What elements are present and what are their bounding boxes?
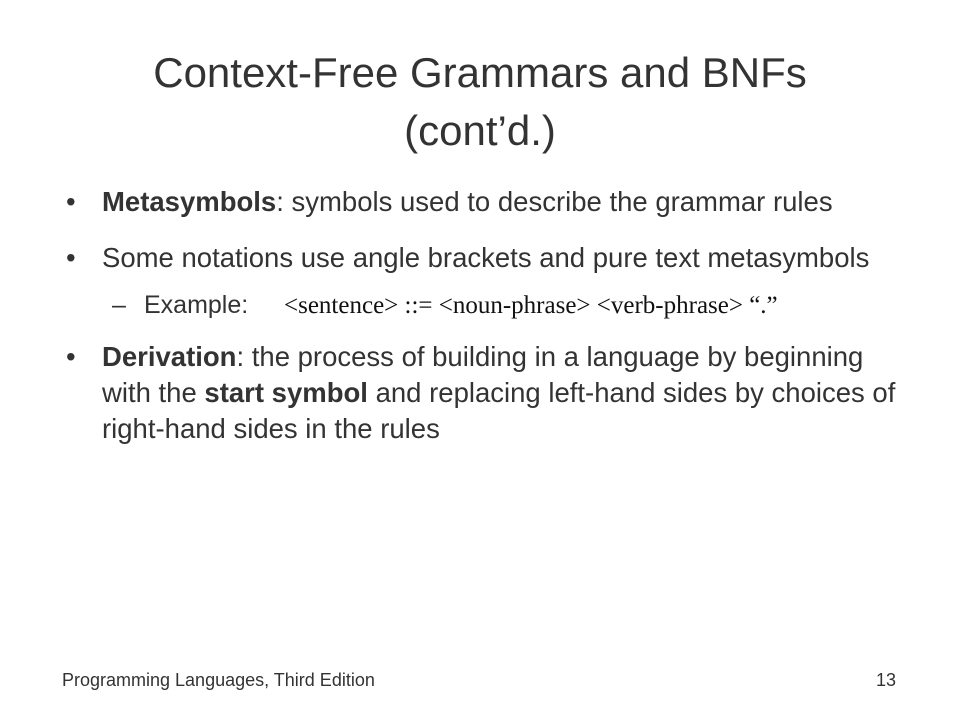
title-line-1: Context-Free Grammars and BNFs — [153, 49, 807, 96]
bullet-metasymbols — [62, 184, 902, 220]
bullet-list — [62, 184, 902, 467]
footer-page-number: 13 — [875, 670, 896, 690]
term-derivation: Derivation — [102, 341, 237, 372]
notations-text: Some notations use angle brackets and pure text metasymbols — [102, 242, 870, 273]
derivation-text-2: and replacing left-hand sides by choices of right-hand sides in the rules — [102, 377, 896, 444]
metasymbols-definition: : symbols used to describe the grammar rules — [276, 186, 833, 217]
bullet-marker: • — [66, 341, 76, 372]
bullet-notations — [62, 240, 902, 276]
derivation-text-1: : the process of building in a language by beginning with the — [102, 341, 864, 408]
bullet-marker: • — [66, 186, 76, 217]
sub-bullet-example — [62, 288, 902, 323]
bullet-derivation — [62, 339, 902, 447]
sub-bullet-marker: – — [112, 291, 126, 319]
title-line-2: (cont’d.) — [404, 107, 556, 154]
term-start-symbol: start symbol — [204, 377, 368, 408]
bnf-example-rule: <sentence> ::= <noun-phrase> <verb-phrase> “.” — [284, 292, 778, 319]
bullet-marker: • — [66, 242, 76, 273]
slide-title — [60, 44, 900, 160]
example-label: Example: — [144, 291, 249, 319]
footer-book-title: Programming Languages, Third Edition — [62, 670, 375, 690]
term-metasymbols: Metasymbols — [102, 186, 277, 217]
